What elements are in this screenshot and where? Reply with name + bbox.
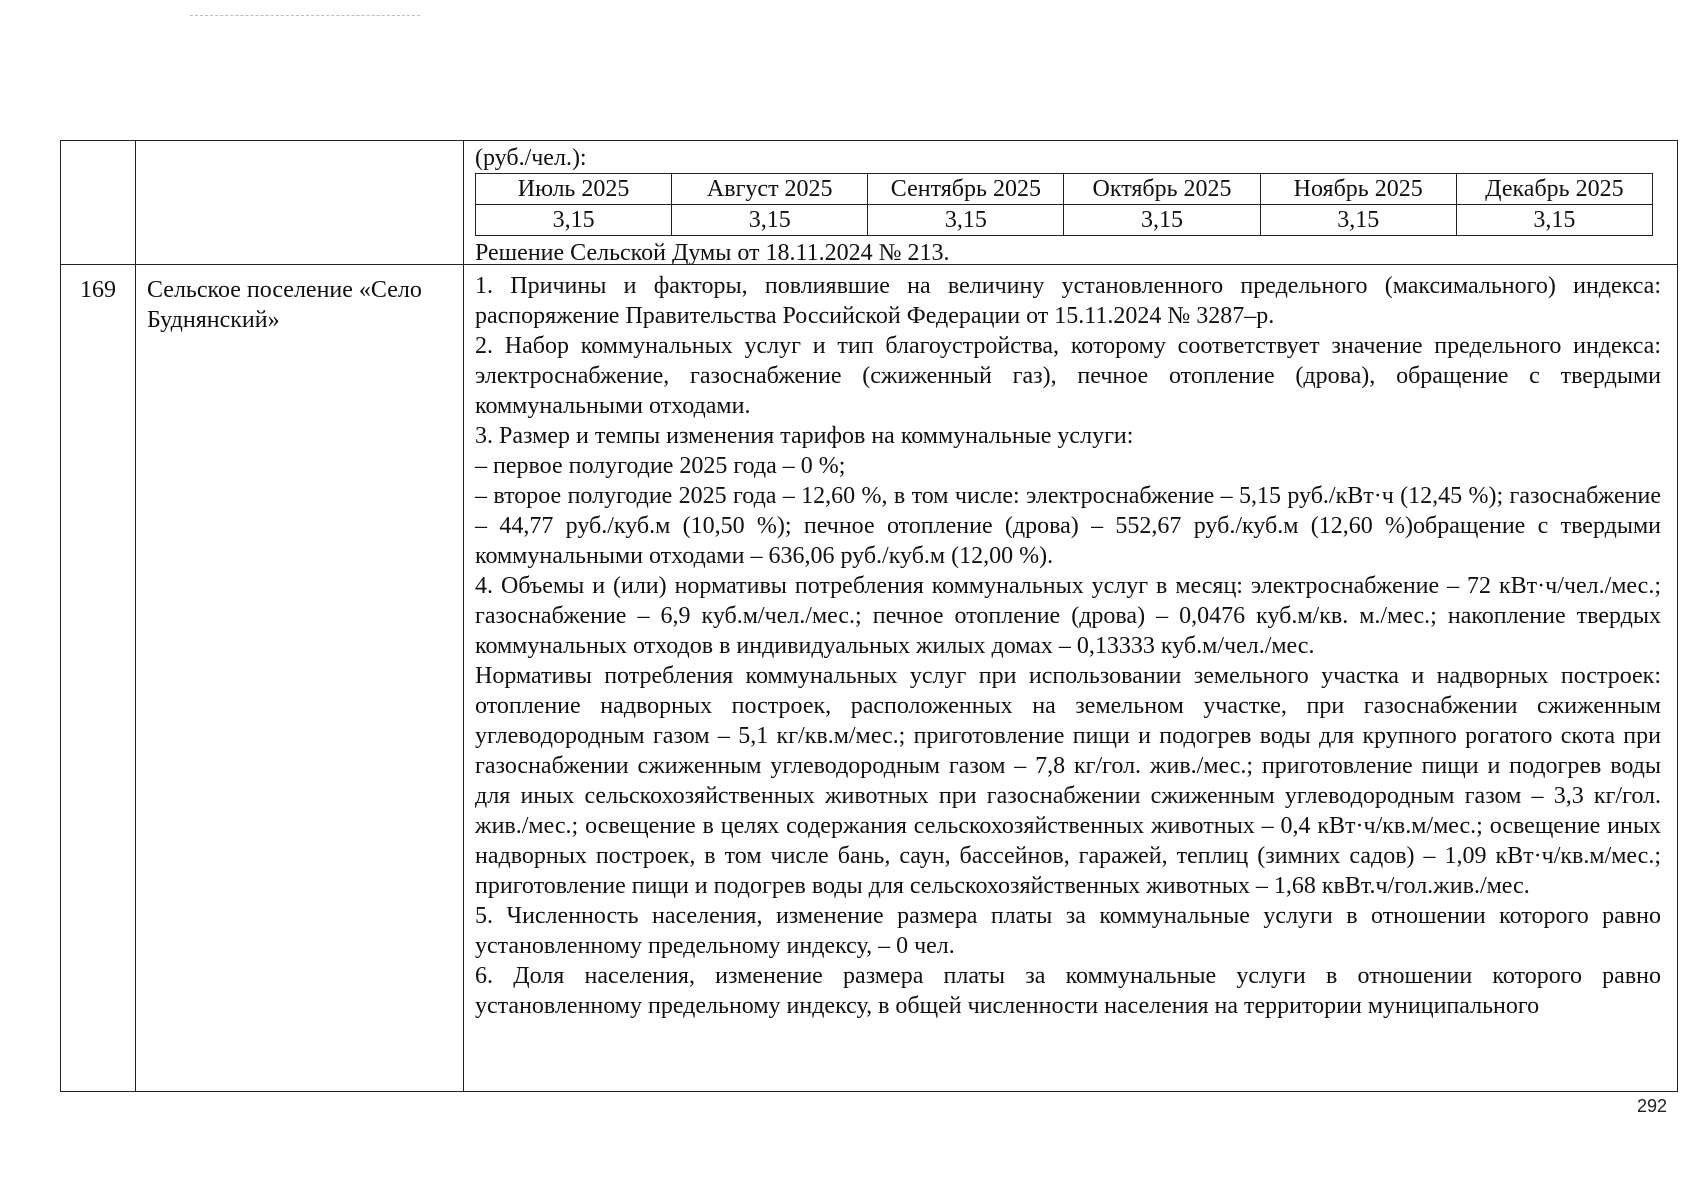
units-caption: (руб./чел.):	[475, 145, 587, 171]
monthly-index-table	[475, 173, 1653, 236]
paragraph-4-norms: Нормативы потребления коммунальных услуг при использовании земельного участка и надворных построек: отопление надворных построек, расположенных на земельном участке, при газоснабжении сжиженным углеводородным газом – 5,1 кг/кв.м/мес.; приготовление пищи и подогрев воды для крупного рогатого скота при газоснабжении сжиженным углеводородным газом – 7,8 кг/гол. жив./мес.; приготовление пищи и подогрев воды для иных сельскохозяйственных животных при газоснабжении сжиженным углеводородным газом – 3,3 кг/гол. жив./мес.; освещение в целях содержания сельскохозяйственных животных – 0,4 кВт·ч/кв.м/мес.; освещение иных надворных построек, в том числе бань, саун, бассейнов, гаражей, теплиц (зимних садов) – 1,09 кВт·ч/кв.м/мес.; приготовление пищи и подогрев воды для сельскохозяйственных животных – 1,68 квВт.ч/гол.жив./мес.	[475, 663, 1661, 899]
paragraph-2: 2. Набор коммунальных услуг и тип благоустройства, которому соответствует значение предельного индекса: электроснабжение, газоснабжение (сжиженный газ), печное отопление (дрова), обращение с твердыми коммунальными отходами.	[475, 333, 1661, 419]
paragraph-4: 4. Объемы и (или) нормативы потребления коммунальных услуг в месяц: электроснабжение – 72 кВт·ч/чел./мес.; газоснабжение – 6,9 куб.м/чел./мес.; печное отопление (дрова) – 0,0476 куб.м/кв. м./мес.; накопление твердых коммунальных отходов в индивидуальных жилых домах – 0,13333 куб.м/чел./мес.	[475, 573, 1661, 659]
value-cell: 3,15	[868, 205, 1064, 236]
row-description	[475, 271, 1661, 1021]
month-cell: Август 2025	[672, 174, 868, 205]
row-number: 169	[80, 277, 116, 303]
paragraph-5: 5. Численность населения, изменение размера платы за коммунальные услуги в отношении которого равно установленному предельному индексу, – 0 чел.	[475, 903, 1661, 959]
paragraph-3: 3. Размер и темпы изменения тарифов на коммунальные услуги:	[475, 423, 1134, 449]
column-divider-number	[135, 141, 136, 1091]
month-cell: Октябрь 2025	[1064, 174, 1260, 205]
value-cell: 3,15	[1260, 205, 1456, 236]
column-divider-name	[463, 141, 464, 1091]
paragraph-6: 6. Доля населения, изменение размера платы за коммунальные услуги в отношении которого равно установленному предельному индексу, в общей численности населения на территории муниципального	[475, 963, 1661, 1019]
paragraph-1: 1. Причины и факторы, повлиявшие на величину установленного предельного (максимального) индекса: распоряжение Правительства Российской Федерации от 15.11.2024 № 3287–р.	[475, 273, 1661, 329]
paragraph-3b: – второе полугодие 2025 года – 12,60 %, в том числе: электроснабжение – 5,15 руб./кВт·ч (12,45 %); газоснабжение – 44,77 руб./куб.м (10,50 %); печное отопление (дрова) – 552,67 руб./куб.м (12,60 %)обращение с твердыми коммунальными отходами – 636,06 руб./куб.м (12,00 %).	[475, 483, 1661, 569]
value-cell: 3,15	[672, 205, 868, 236]
continuation-block	[475, 143, 1661, 268]
settlement-name: Сельское поселение «Село Буднянский»	[147, 277, 422, 333]
scan-artifact-rule	[190, 15, 420, 16]
page-number: 292	[1636, 1096, 1667, 1116]
value-cell: 3,15	[476, 205, 672, 236]
value-cell: 3,15	[1456, 205, 1652, 236]
value-row	[476, 205, 1653, 236]
month-cell: Сентябрь 2025	[868, 174, 1064, 205]
paragraph-3a: – первое полугодие 2025 года – 0 %;	[475, 453, 846, 479]
month-cell: Декабрь 2025	[1456, 174, 1652, 205]
month-cell: Ноябрь 2025	[1260, 174, 1456, 205]
value-cell: 3,15	[1064, 205, 1260, 236]
decision-reference: Решение Сельской Думы от 18.11.2024 № 213.	[475, 240, 950, 266]
document-table	[60, 140, 1678, 1092]
month-cell: Июль 2025	[476, 174, 672, 205]
month-header-row	[476, 174, 1653, 205]
